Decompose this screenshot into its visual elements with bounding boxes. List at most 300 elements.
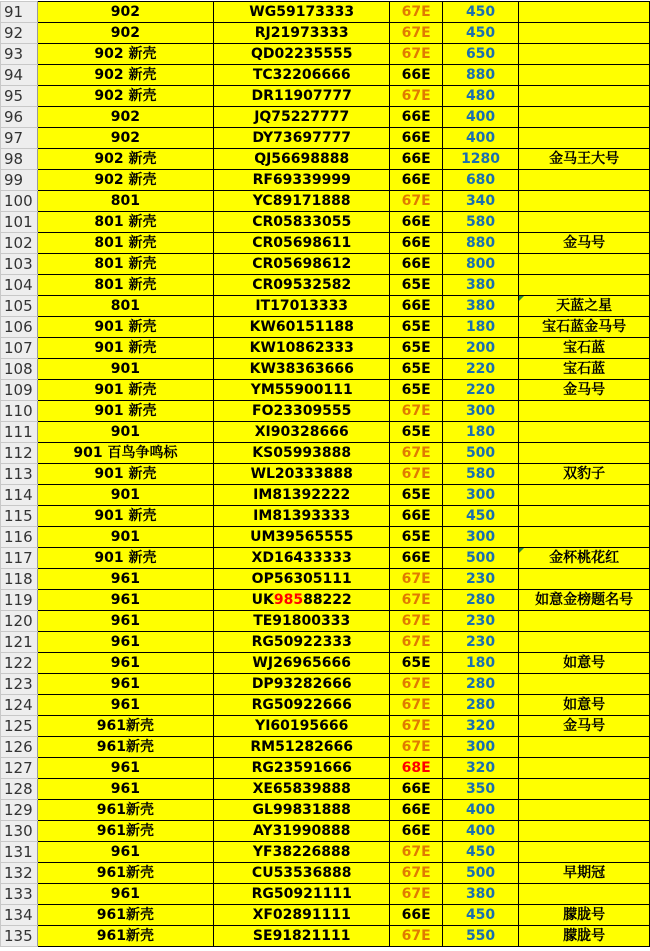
serial-cell[interactable]: RG50922666 [214,695,390,716]
row-number-header[interactable]: 126 [1,737,38,758]
table-row [1,506,650,527]
grade-cell[interactable]: 66E [390,128,442,149]
note-cell[interactable]: 朦胧号 [519,926,650,947]
price-cell[interactable]: 320 [442,716,518,737]
note-cell[interactable]: 如意号 [519,695,650,716]
price-cell[interactable]: 400 [442,107,518,128]
serial-cell[interactable]: JQ75227777 [214,107,390,128]
price-cell[interactable]: 280 [442,674,518,695]
row-number-header[interactable]: 94 [1,65,38,86]
row-number-header[interactable]: 98 [1,149,38,170]
grade-cell[interactable]: 66E [390,254,442,275]
model-cell[interactable]: 901 新壳 [37,380,213,401]
grade-cell[interactable]: 66E [390,233,442,254]
price-cell[interactable]: 300 [442,527,518,548]
price-cell[interactable]: 380 [442,884,518,905]
note-cell[interactable] [519,401,650,422]
row-number-header[interactable]: 128 [1,779,38,800]
spreadsheet-grid [0,1,650,947]
model-cell[interactable]: 961 [37,611,213,632]
model-cell[interactable]: 901 新壳 [37,317,213,338]
table-row [1,695,650,716]
grade-cell[interactable]: 66E [390,905,442,926]
table-row [1,380,650,401]
note-cell[interactable]: 宝石蓝 [519,338,650,359]
model-cell[interactable]: 961 [37,695,213,716]
grade-cell[interactable]: 66E [390,548,442,569]
grade-cell[interactable]: 67E [390,863,442,884]
table-row [1,233,650,254]
row-number-header[interactable]: 121 [1,632,38,653]
serial-part: 88222 [303,592,352,608]
grade-cell[interactable]: 68E [390,758,442,779]
model-cell[interactable]: 961新壳 [37,737,213,758]
grade-cell[interactable]: 67E [390,611,442,632]
grade-cell[interactable]: 67E [390,884,442,905]
serial-cell[interactable]: WL20333888 [214,464,390,485]
serial-cell[interactable]: YM55900111 [214,380,390,401]
serial-cell[interactable]: GL99831888 [214,800,390,821]
grade-cell[interactable]: 67E [390,401,442,422]
grade-cell[interactable]: 65E [390,527,442,548]
price-cell[interactable]: 230 [442,611,518,632]
grade-cell[interactable]: 65E [390,359,442,380]
note-cell[interactable]: 双豹子 [519,464,650,485]
note-cell[interactable] [519,632,650,653]
row-number-header[interactable]: 91 [1,2,38,23]
serial-cell[interactable]: RM51282666 [214,737,390,758]
table-row [1,338,650,359]
price-cell[interactable]: 340 [442,191,518,212]
grade-cell[interactable]: 66E [390,296,442,317]
model-cell[interactable]: 801 新壳 [37,275,213,296]
table-row [1,149,650,170]
model-cell[interactable]: 961新壳 [37,821,213,842]
row-number-header[interactable]: 111 [1,422,38,443]
model-cell[interactable]: 902 新壳 [37,170,213,191]
serial-cell[interactable]: OP56305111 [214,569,390,590]
serial-cell[interactable]: IM81393333 [214,506,390,527]
row-number-header[interactable]: 115 [1,506,38,527]
grade-cell[interactable]: 65E [390,317,442,338]
serial-cell[interactable]: SE91821111 [214,926,390,947]
row-number-header[interactable]: 93 [1,44,38,65]
grade-cell[interactable]: 67E [390,44,442,65]
note-cell[interactable] [519,23,650,44]
price-cell[interactable]: 500 [442,548,518,569]
row-number-header[interactable]: 107 [1,338,38,359]
price-cell[interactable]: 220 [442,380,518,401]
note-cell[interactable] [519,674,650,695]
serial-cell[interactable]: RG50921111 [214,884,390,905]
model-cell[interactable]: 902 新壳 [37,149,213,170]
model-cell[interactable]: 902 [37,23,213,44]
note-cell[interactable]: 如意号 [519,653,650,674]
model-cell[interactable]: 961新壳 [37,716,213,737]
grade-cell[interactable]: 66E [390,779,442,800]
row-number-header[interactable]: 100 [1,191,38,212]
model-cell[interactable]: 961 [37,569,213,590]
row-number-header[interactable]: 127 [1,758,38,779]
grade-cell[interactable]: 67E [390,716,442,737]
row-number-header[interactable]: 114 [1,485,38,506]
note-cell[interactable]: 朦胧号 [519,905,650,926]
note-cell[interactable]: 宝石蓝 [519,359,650,380]
price-cell[interactable]: 300 [442,485,518,506]
row-number-header[interactable]: 95 [1,86,38,107]
row-number-header[interactable]: 106 [1,317,38,338]
price-cell[interactable]: 200 [442,338,518,359]
serial-cell[interactable]: CR05698611 [214,233,390,254]
note-cell[interactable] [519,191,650,212]
serial-cell[interactable]: QD02235555 [214,44,390,65]
note-cell[interactable] [519,758,650,779]
model-cell[interactable]: 902 [37,2,213,23]
model-cell[interactable]: 801 [37,296,213,317]
row-number-header[interactable]: 102 [1,233,38,254]
serial-cell[interactable]: DP93282666 [214,674,390,695]
serial-cell[interactable]: TC32206666 [214,65,390,86]
row-number-header[interactable]: 135 [1,926,38,947]
row-number-header[interactable]: 103 [1,254,38,275]
table-row [1,590,650,611]
grade-cell[interactable]: 67E [390,842,442,863]
model-cell[interactable]: 801 [37,191,213,212]
grade-cell[interactable]: 67E [390,632,442,653]
note-cell[interactable] [519,128,650,149]
serial-cell[interactable]: RJ21973333 [214,23,390,44]
price-cell[interactable]: 400 [442,821,518,842]
grade-cell[interactable]: 66E [390,821,442,842]
note-cell[interactable] [519,44,650,65]
serial-cell[interactable]: DY73697777 [214,128,390,149]
note-cell[interactable] [519,422,650,443]
price-cell[interactable]: 800 [442,254,518,275]
serial-cell[interactable]: UM39565555 [214,527,390,548]
price-cell[interactable]: 280 [442,590,518,611]
price-cell[interactable]: 280 [442,695,518,716]
price-cell[interactable]: 300 [442,737,518,758]
serial-cell[interactable] [214,590,390,611]
price-cell[interactable]: 680 [442,170,518,191]
price-cell[interactable]: 580 [442,212,518,233]
note-cell[interactable] [519,569,650,590]
model-cell[interactable]: 801 新壳 [37,254,213,275]
note-cell[interactable] [519,506,650,527]
model-cell[interactable]: 901 [37,485,213,506]
model-cell[interactable]: 901 新壳 [37,506,213,527]
model-cell[interactable]: 901 新壳 [37,338,213,359]
price-cell[interactable]: 500 [442,863,518,884]
row-number-header[interactable]: 134 [1,905,38,926]
price-cell[interactable]: 230 [442,569,518,590]
note-cell[interactable]: 金马号 [519,380,650,401]
serial-cell[interactable]: XI90328666 [214,422,390,443]
model-cell[interactable]: 901 新壳 [37,464,213,485]
table-row [1,779,650,800]
price-cell[interactable]: 480 [442,86,518,107]
price-cell[interactable]: 350 [442,779,518,800]
model-cell[interactable]: 961新壳 [37,926,213,947]
model-cell[interactable]: 902 [37,107,213,128]
price-cell[interactable]: 550 [442,926,518,947]
table-row [1,443,650,464]
grade-cell[interactable]: 65E [390,380,442,401]
model-cell[interactable]: 901 新壳 [37,401,213,422]
note-cell[interactable]: 金马号 [519,233,650,254]
price-cell[interactable]: 500 [442,443,518,464]
serial-cell[interactable]: IM81392222 [214,485,390,506]
model-cell[interactable]: 961新壳 [37,863,213,884]
table-row [1,821,650,842]
model-cell[interactable]: 901 百鸟争鸣标 [37,443,213,464]
note-cell[interactable] [519,611,650,632]
model-cell[interactable]: 961 [37,779,213,800]
table-row [1,107,650,128]
note-cell[interactable] [519,2,650,23]
table-row [1,275,650,296]
table-row [1,464,650,485]
price-cell[interactable]: 400 [442,128,518,149]
table-row [1,884,650,905]
row-number-header[interactable]: 97 [1,128,38,149]
note-cell[interactable]: 天蓝之星 [519,296,650,317]
row-number-header[interactable]: 122 [1,653,38,674]
model-cell[interactable]: 961 [37,842,213,863]
note-cell[interactable] [519,884,650,905]
note-cell[interactable] [519,170,650,191]
note-cell[interactable] [519,254,650,275]
serial-cell[interactable]: TE91800333 [214,611,390,632]
price-cell[interactable]: 450 [442,23,518,44]
model-cell[interactable]: 961 [37,632,213,653]
grade-cell[interactable]: 66E [390,107,442,128]
serial-cell[interactable]: QJ56698888 [214,149,390,170]
price-cell[interactable]: 1280 [442,149,518,170]
note-cell[interactable] [519,65,650,86]
row-number-header[interactable]: 101 [1,212,38,233]
grade-cell[interactable]: 66E [390,170,442,191]
model-cell[interactable]: 961 [37,653,213,674]
row-number-header[interactable]: 120 [1,611,38,632]
row-number-header[interactable]: 125 [1,716,38,737]
serial-cell[interactable]: KW38363666 [214,359,390,380]
row-number-header[interactable]: 96 [1,107,38,128]
table-row [1,212,650,233]
table-row [1,401,650,422]
model-cell[interactable]: 961 [37,758,213,779]
table-row [1,569,650,590]
table-row [1,926,650,947]
table-row [1,317,650,338]
price-cell[interactable]: 380 [442,296,518,317]
note-cell[interactable] [519,800,650,821]
price-cell[interactable]: 400 [442,800,518,821]
note-cell[interactable] [519,779,650,800]
grade-cell[interactable]: 67E [390,191,442,212]
row-number-header[interactable]: 133 [1,884,38,905]
model-cell[interactable]: 961 [37,674,213,695]
price-cell[interactable]: 450 [442,506,518,527]
price-cell[interactable]: 450 [442,842,518,863]
price-cell[interactable]: 380 [442,275,518,296]
row-number-header[interactable]: 116 [1,527,38,548]
model-cell[interactable]: 961 [37,590,213,611]
serial-cell[interactable]: DR11907777 [214,86,390,107]
row-number-header[interactable]: 117 [1,548,38,569]
row-number-header[interactable]: 119 [1,590,38,611]
table-row [1,170,650,191]
serial-cell[interactable]: AY31990888 [214,821,390,842]
table-row [1,485,650,506]
row-number-header[interactable]: 124 [1,695,38,716]
note-cell[interactable]: 金马号 [519,716,650,737]
grade-cell[interactable]: 67E [390,464,442,485]
row-number-header[interactable]: 99 [1,170,38,191]
price-cell[interactable]: 450 [442,2,518,23]
note-cell[interactable] [519,485,650,506]
price-cell[interactable]: 300 [442,401,518,422]
grade-cell[interactable]: 65E [390,338,442,359]
serial-cell[interactable]: CR05698612 [214,254,390,275]
serial-cell[interactable]: KS05993888 [214,443,390,464]
serial-cell[interactable]: CR05833055 [214,212,390,233]
price-cell[interactable]: 450 [442,905,518,926]
row-number-header[interactable]: 123 [1,674,38,695]
model-cell[interactable]: 902 新壳 [37,44,213,65]
note-cell[interactable] [519,527,650,548]
note-cell[interactable] [519,107,650,128]
row-number-header[interactable]: 110 [1,401,38,422]
serial-cell[interactable]: XF02891111 [214,905,390,926]
note-cell[interactable] [519,842,650,863]
price-cell[interactable]: 180 [442,653,518,674]
serial-cell[interactable]: WG59173333 [214,2,390,23]
model-cell[interactable]: 901 新壳 [37,548,213,569]
note-cell[interactable]: 宝石蓝金马号 [519,317,650,338]
price-cell[interactable]: 180 [442,422,518,443]
note-cell[interactable] [519,443,650,464]
grade-cell[interactable]: 67E [390,737,442,758]
price-cell[interactable]: 220 [442,359,518,380]
note-cell[interactable]: 早期冠 [519,863,650,884]
serial-cell[interactable]: XD16433333 [214,548,390,569]
grade-cell[interactable]: 67E [390,23,442,44]
grade-cell[interactable]: 67E [390,590,442,611]
model-cell[interactable]: 901 [37,527,213,548]
grade-cell[interactable]: 66E [390,149,442,170]
table-row [1,65,650,86]
note-cell[interactable] [519,275,650,296]
row-number-header[interactable]: 113 [1,464,38,485]
table-row [1,716,650,737]
price-cell[interactable]: 320 [442,758,518,779]
serial-cell[interactable]: KW10862333 [214,338,390,359]
grade-cell[interactable]: 67E [390,695,442,716]
row-number-header[interactable]: 109 [1,380,38,401]
serial-cell[interactable]: KW60151188 [214,317,390,338]
grade-cell[interactable]: 65E [390,485,442,506]
note-cell[interactable] [519,737,650,758]
note-cell[interactable] [519,212,650,233]
price-cell[interactable]: 880 [442,233,518,254]
note-cell[interactable]: 金马王大号 [519,149,650,170]
grade-cell[interactable]: 67E [390,674,442,695]
table-row [1,422,650,443]
grade-cell[interactable]: 66E [390,506,442,527]
row-number-header[interactable]: 132 [1,863,38,884]
model-cell[interactable]: 961 [37,884,213,905]
grade-cell[interactable]: 67E [390,926,442,947]
price-cell[interactable]: 180 [442,317,518,338]
model-cell[interactable]: 902 新壳 [37,86,213,107]
model-cell[interactable]: 902 [37,128,213,149]
serial-cell[interactable]: CU53536888 [214,863,390,884]
model-cell[interactable]: 961新壳 [37,905,213,926]
table-row [1,23,650,44]
model-cell[interactable]: 901 [37,359,213,380]
grade-cell[interactable]: 67E [390,86,442,107]
price-cell[interactable]: 650 [442,44,518,65]
model-cell[interactable]: 902 新壳 [37,65,213,86]
price-cell[interactable]: 880 [442,65,518,86]
model-cell[interactable]: 901 [37,422,213,443]
serial-cell[interactable]: RG50922333 [214,632,390,653]
serial-part: UK [251,592,274,608]
note-cell[interactable]: 金杯桃花红 [519,548,650,569]
note-cell[interactable]: 如意金榜题名号 [519,590,650,611]
row-number-header[interactable]: 105 [1,296,38,317]
row-number-header[interactable]: 129 [1,800,38,821]
grade-cell[interactable]: 65E [390,653,442,674]
serial-cell[interactable]: YF38226888 [214,842,390,863]
model-cell[interactable]: 801 新壳 [37,233,213,254]
table-row [1,611,650,632]
serial-cell[interactable]: WJ26965666 [214,653,390,674]
row-number-header[interactable]: 131 [1,842,38,863]
grade-cell[interactable]: 66E [390,800,442,821]
serial-cell[interactable]: IT17013333 [214,296,390,317]
grade-cell[interactable]: 66E [390,212,442,233]
model-cell[interactable]: 961新壳 [37,800,213,821]
model-cell[interactable]: 801 新壳 [37,212,213,233]
note-cell[interactable] [519,821,650,842]
grade-cell[interactable]: 65E [390,275,442,296]
serial-cell[interactable]: CR09532582 [214,275,390,296]
row-number-header[interactable]: 108 [1,359,38,380]
row-number-header[interactable]: 112 [1,443,38,464]
grade-cell[interactable]: 66E [390,65,442,86]
row-number-header[interactable]: 130 [1,821,38,842]
note-cell[interactable] [519,86,650,107]
price-cell[interactable]: 230 [442,632,518,653]
grade-cell[interactable]: 65E [390,422,442,443]
row-number-header[interactable]: 118 [1,569,38,590]
row-number-header[interactable]: 104 [1,275,38,296]
grade-cell[interactable]: 67E [390,569,442,590]
serial-cell[interactable]: YC89171888 [214,191,390,212]
serial-cell[interactable]: XE65839888 [214,779,390,800]
row-number-header[interactable]: 92 [1,23,38,44]
serial-cell[interactable]: FO23309555 [214,401,390,422]
serial-cell[interactable]: YI60195666 [214,716,390,737]
serial-cell[interactable]: RG23591666 [214,758,390,779]
serial-cell[interactable]: RF69339999 [214,170,390,191]
table-row [1,128,650,149]
grade-cell[interactable]: 67E [390,2,442,23]
grade-cell[interactable]: 67E [390,443,442,464]
price-cell[interactable]: 580 [442,464,518,485]
